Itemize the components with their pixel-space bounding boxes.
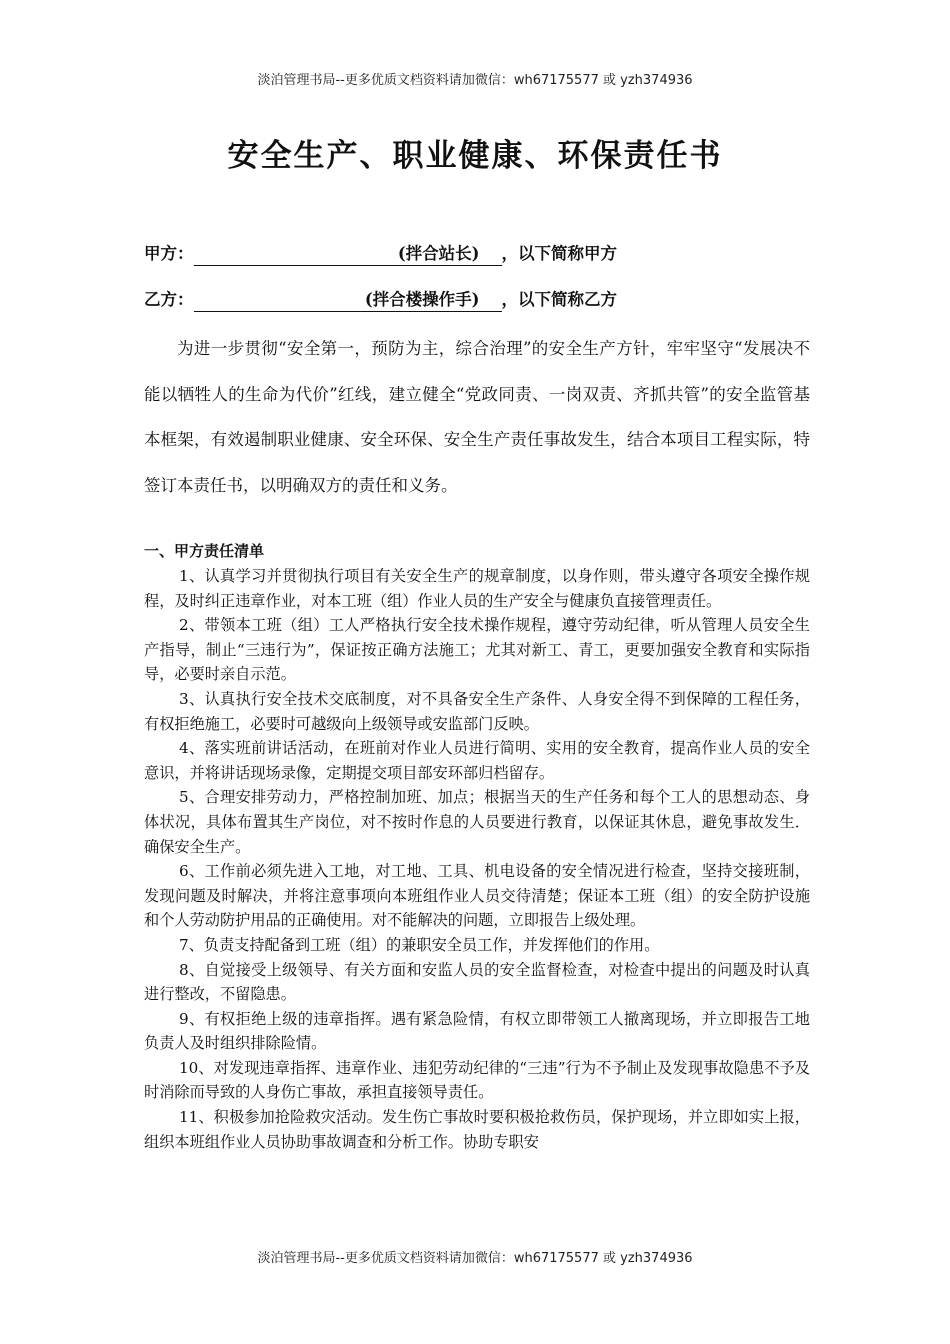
page-footer: 淡泊管理书局--更多优质文档资料请加微信：wh67175577 或 yzh374936 [257,1251,693,1266]
list-item: 10、对发现违章指挥、违章作业、违犯劳动纪律的“三违”行为不予制止及发现事故隐患不予及时消除而导致的人身伤亡事故，承担直接领导责任。 [144,1058,810,1102]
list-item: 4、落实班前讲话活动，在班前对作业人员进行简明、实用的安全教育，提高作业人员的安全意识，并将讲话现场录像，定期提交项目部安环部归档留存。 [144,739,810,782]
page-header: 淡泊管理书局--更多优质文档资料请加微信：wh67175577 或 yzh374936 [257,73,693,88]
list-item: 6、工作前必须先进入工地，对工地、工具、机电设备的安全情况进行检查，坚持交接班制，发现问题及时解决，并将注意事项向本班组作业人员交待清楚；保证本工班（组）的安全防护设施和个人劳动防护用品的正确使用。对不能解决的问题，立即报告上级处理。 [144,862,810,930]
list-item: 7、负责支持配备到工班（组）的兼职安全员工作，并发挥他们的作用。 [178,935,660,954]
list-item: 9、有权拒绝上级的违章指挥。遇有紧急险情，有权立即带领工人撤离现场，并立即报告工地负责人及时组织排除险情。 [144,1009,810,1053]
intro-paragraph [144,326,810,508]
list-item: 1、认真学习并贯彻执行项目有关安全生产的规章制度，以身作则，带头遵守各项安全操作规程，及时纠正违章作业，对本工班（组）作业人员的生产安全与健康负直接管理责任。 [144,567,810,610]
party-a-fill: (拌合站长) [194,240,502,266]
party-b-label: 乙方： [144,290,194,309]
document-title: 安全生产、职业健康、环保责任书 [227,138,723,174]
party-b-fill: (拌合楼操作手) [194,286,502,312]
party-a-line [144,240,617,266]
party-a-suffix: ，以下简称甲方 [501,244,617,263]
list-item: 11、积极参加抢险救灾活动。发生伤亡事故时要积极抢救伤员，保护现场，并立即如实上报，组织本班组作业人员协助事故调查和分析工作。协助专职安 [144,1108,810,1151]
intro-text: 为进一步贯彻“安全第一，预防为主，综合治理”的安全生产方针，牢牢坚守“发展决不能以牺牲人的生命为代价”红线，建立健全“党政同责、一岗双责、齐抓共管”的安全监管基本框架，有效遏制职业健康、安全环保、安全生产责任事故发生，结合本项目工程实际，特签订本责任书，以明确双方的责任和义务。 [144,339,810,495]
list-item: 5、合理安排劳动力，严格控制加班、加点；根据当天的生产任务和每个工人的思想动态、身体状况，具体布置其生产岗位，对不按时作息的人员要进行教育，以保证其休息，避免事故发生．确保安全生产。 [144,788,810,856]
party-b-suffix: ，以下简称乙方 [501,290,617,309]
responsibility-list [144,564,810,1154]
party-a-label: 甲方： [144,244,194,263]
section-heading: 一、甲方责任清单 [144,542,265,560]
list-item: 3、认真执行安全技术交底制度，对不具备安全生产条件、人身安全得不到保障的工程任务，有权拒绝施工，必要时可越级向上级领导或安监部门反映。 [144,689,810,733]
party-b-line [144,286,617,312]
list-item: 8、自觉接受上级领导、有关方面和安监人员的安全监督检查，对检查中提出的问题及时认真进行整改，不留隐患。 [144,960,810,1004]
list-item: 2、带领本工班（组）工人严格执行安全技术操作规程，遵守劳动纪律，听从管理人员安全生产指导，制止“三违行为”，保证按正确方法施工；尤其对新工、青工，更要加强安全教育和实际指导，必要时亲自示范。 [144,616,810,684]
